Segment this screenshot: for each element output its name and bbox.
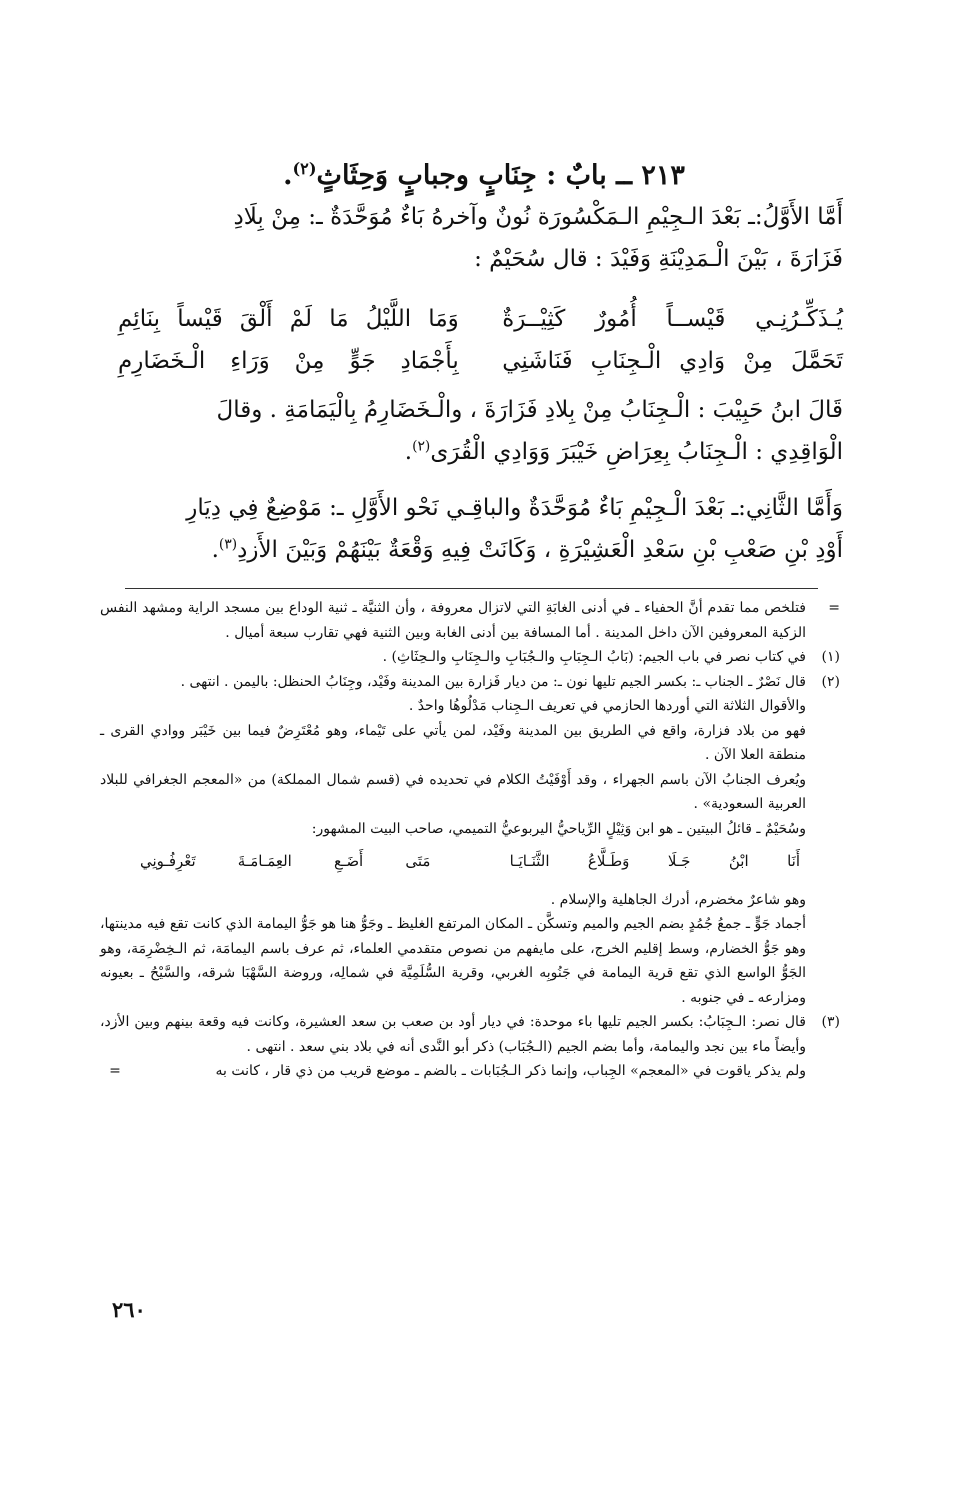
footnote-3: [100, 1010, 840, 1059]
footnote-paragraph: أجماد جَوٍّ ـ جمعُ جُمُدٍ بضم الجيم والميم وتسكَّن ـ المكان المرتفع الغليظ ـ وجَوُّ هنا هو جَوُّ اليمامة الذي كانت تقع فيه مدينتها، وهو جَوُّ الخضارم، وسط إقليم الخرج، على مايفهم من نصوص متقدمي العلماء، ثم عرف باسم اليمامَة، ثم الـخِضْرِمَة، وهو الجَوُّ الواسع الذي تقع قرية اليمامة في جَنُوبِه الغربي، وقرية السُّلَمِيَّة في شمالِه، وروضة السَّهْبَا شرقه، والسَّيْحُ ـ بعيونه ومزارعه ـ في جنوبه .: [100, 916, 806, 1006]
footnote-text: قال نَصْرٌ ـ الجناب ـ: بكسر الجيم تليها نون ـ: من ديار فَزارة بين المدينة وفَيْد، وجِنَابُ الحنظل: باليمن . انتهى .: [180, 673, 806, 690]
second-paragraph-line-2: [118, 431, 843, 473]
second-paragraph-line-2-end: .: [404, 439, 413, 465]
footnote-paragraph: فهو من بلاد فزارة، واقع في الطريق بين المدينة وفَيْد، لمن يأتي على تَيْماء، وهو مُعْتَرِضٌ فيما بين خَيْبَر ووادي القرى ـ منطقة العلا الآن .: [100, 722, 806, 763]
continuation-mark: =: [828, 600, 840, 616]
footnote-verse: [140, 849, 800, 874]
chapter-title-end: .: [283, 160, 293, 192]
verse-line: [118, 298, 843, 340]
footnote-paragraph: وهو شاعرٌ مخضرم، أدرك الجاهلية والإسلام .: [550, 891, 806, 908]
third-paragraph: [118, 487, 843, 571]
chapter-footnote-ref: (٢): [292, 159, 317, 179]
footnote-paragraph: وسُحَيْمٌ ـ قائلُ البيتين ـ هو ابن وَثِيْلٍ الرِّياحيُّ اليربوعيُّ التميمي، صاحب البيت المشهور:: [311, 820, 806, 837]
poem: [118, 298, 843, 382]
footnote-verse-first-hemistich: أَنَا ابْنُ جَـلَا وَطَـلَّاعُ الثَّنَـايَـا: [509, 852, 800, 870]
footnote-number: (٣): [821, 1014, 840, 1030]
footnotes: [100, 596, 840, 1084]
verse-first-hemistich: يُـذَكِّـرُنِـي قَيْســاً أُمُورٌ كَثِيْــرَةٌ: [502, 306, 843, 332]
footnote-verse-second-hemistich: مَتَى أَضَـعِ العِمَـامَـةَ تَعْرِفُـونِي: [140, 852, 431, 870]
second-paragraph-line-1: قَالَ ابنُ حَبِيْبَ : الْـجِنَابُ مِنْ بِلادِ فَزَارَةَ ، والْـخَضَارِمُ بِالْيَمَامَةِ . وقالَ: [216, 397, 843, 423]
footnote-text: في كتاب نصر في باب الجيم: (بَابُ الـجِبَابِ والـجُبَابِ والـجِنَابِ والـحِثَاثِ) .: [382, 649, 806, 665]
verse-line: [118, 340, 843, 382]
footnote-paragraph: والأقوال الثلاثة التي أوردها الحازمي في تعريف الـجِناب مَدْلُوهُا واحدٌ .: [408, 698, 806, 714]
footnote-paragraph: ولم يذكر ياقوت في «المعجم» الجِباب، وإنما ذكر الـجُبَابات ـ بالضم ـ موضع قريب من ذي قار ، كانت به: [215, 1063, 806, 1079]
footnote-ref: (٢): [412, 438, 431, 455]
second-paragraph-line-2-text: الْوَاقِدِي : الْـجِنَابُ بِعِرَاضِ خَيْبَرَ وَوَادِي الْقُرَى: [430, 439, 843, 465]
first-paragraph: [118, 196, 843, 280]
footnote-paragraph: ويُعرف الجنابُ الآن باسم الجهراء ، وقد أَوْفَيْتُ الكلام في تحديده في (قسم شمال المملكة) من «المعجم الجغرافي للبلاد العربية السعودية» .: [100, 771, 806, 812]
footnote-3-continuation: [100, 1059, 840, 1084]
footnote-text: قال نصر: الـجِبَابُ: بكسر الجيم تليها باء موحدة: في ديار أود بن صعب بن سعد العشيرة، وكانت فيه وقعة بينهم وبين الأزد، وأيضاً ماء بين نجد واليمامة، وأما بضم الجيم (الـجُبَاب) ذكر أبو النَّدى أنه في بلاد بني سعد . انتهى .: [100, 1014, 806, 1055]
continuation-text: فتلخص مما تقدم أنَّ الحفياء ـ في أدنى الغابَةِ التي لاتزال معروفة ، وأن الثنيَّة ـ ثنية الوداع بين مسجد الراية ومشهد النفس الزكية المعروفين الآن داخل المدينة . أما المسافة بين أدنى الغابة وبين الثنية فهي تقارب سبعة أميال .: [100, 600, 806, 641]
first-paragraph-line-2: فَزَارَةَ ، بَيْنَ الْـمَدِيْنَةِ وَفَيْدَ : قال سُحَيْمٌ :: [474, 246, 843, 272]
footnote-divider: [125, 588, 818, 589]
third-paragraph-line-1: وَأَمَّا الثَّانِي:ـ بَعْدَ الْـجِيْمِ بَاءٌ مُوَحَّدَةٌ والباقِـي نَحْو الأَوَّلِ ـ: مَوْضِعٌ فِي دِيَارِ: [186, 495, 843, 521]
third-paragraph-line-2-end: .: [211, 537, 219, 563]
footnote-number: (٢): [821, 673, 840, 690]
verse-second-hemistich: بِأَجْمَادِ جَوٍّ مِنْ وَرَاءِ الْـخَضَارِمِ: [118, 348, 459, 374]
page-number: ٢٦٠: [112, 1297, 146, 1322]
footnote-1: [100, 645, 840, 670]
footnote-continuation: [100, 596, 840, 645]
chapter-title: [120, 154, 848, 198]
verse-second-hemistich: وَمَا اللَّيْلُ مَا لَمْ أَلْقَ قَيْساً بِنَائِمِ: [118, 306, 459, 332]
footnote-2: [100, 670, 840, 695]
footnote-ref: (٣): [218, 536, 238, 553]
third-paragraph-line-2: [118, 529, 843, 571]
first-paragraph-line-1: أَمَّا الأَوَّلُ:ـ بَعْدَ الـجِيْمِ الـمَكْسُورَة نُونٌ وآخرهُ بَاءٌ مُوَحَّدَةٌ ـ: مِنْ بِلَادِ: [233, 204, 843, 230]
chapter-title-text: ٢١٣ ــ بابٌ : جِنَابٍ وجبابٍ وَحِثَاثٍ: [316, 160, 685, 192]
second-paragraph: [118, 389, 843, 473]
continued-mark: =: [109, 1063, 121, 1079]
third-paragraph-line-2-text: أَوْدِ بْنِ صَعْبِ بْنِ سَعْدِ الْعَشِيْرَةِ ، وَكَانَتْ فِيهِ وَقْعَةٌ بَيْنَهُمْ وَبَيْنَ الأَزدِ: [237, 537, 843, 563]
verse-first-hemistich: تَحَمَّلَ مِنْ وَادِي الْـجِنَابِ فَنَاشَنِي: [502, 348, 843, 374]
footnote-number: (١): [821, 649, 840, 665]
